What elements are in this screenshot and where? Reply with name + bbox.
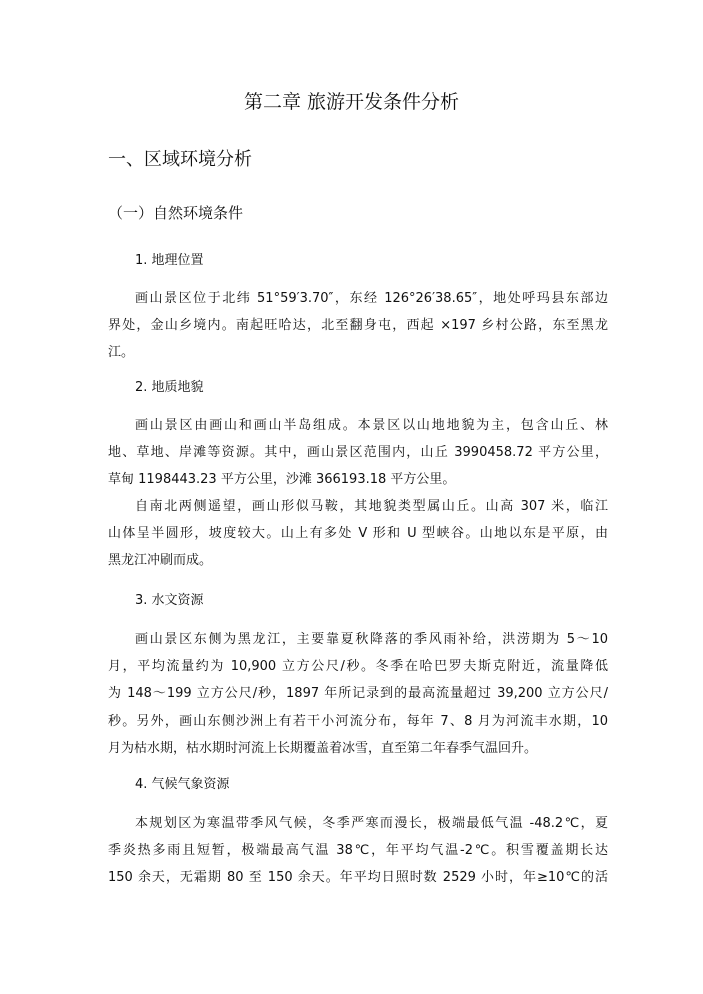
- paragraph-line: 自南北两侧遥望，画山形似马鞍，其地貌类型属山丘。山高 307 米，临江: [135, 499, 608, 514]
- paragraph-line: 为 148～199 立方公尺/秒，1897 年所记录到的最高流量超过 39,200 立方公尺/: [108, 686, 608, 702]
- section-heading: 一、区域环境分析: [108, 149, 252, 170]
- paragraph-line: 山体呈半圆形，坡度较大。山上有多处 V 形和 U 型峡谷。山地以东是平原，由: [108, 526, 608, 542]
- paragraph-line: 黑龙江冲刷而成。: [108, 553, 213, 569]
- paragraph-line: 地、草地、岸滩等资源。其中，画山景区范围内，山丘 3990458.72 平方公里，: [108, 445, 608, 461]
- paragraph-line: 本规划区为寒温带季风气候，冬季严寒而漫长，极端最低气温 -48.2℃，夏: [135, 816, 608, 831]
- paragraph-line: 画山景区东侧为黑龙江，主要靠夏秋降落的季风雨补给，洪涝期为 5～10: [135, 632, 608, 647]
- paragraph-line: 画山景区位于北纬 51°59′3.70″，东经 126°26′38.65″，地处呼玛县东部边: [135, 291, 608, 306]
- chapter-title: 第二章 旅游开发条件分析: [243, 91, 460, 113]
- subsection-heading: （一）自然环境条件: [108, 204, 244, 222]
- paragraph-line: 150 余天，无霜期 80 至 150 余天。年平均日照时数 2529 小时，年≥10℃的活: [108, 870, 608, 886]
- paragraph-climate: [108, 810, 608, 892]
- item-heading-geography: 1. 地理位置: [135, 253, 204, 268]
- paragraph-line: 月，平均流量约为 10,900 立方公尺/秒。冬季在哈巴罗夫斯克附近，流量降低: [108, 659, 608, 675]
- paragraph-line: 画山景区由画山和画山半岛组成。本景区以山地地貌为主，包含山丘、林: [135, 418, 608, 433]
- paragraph-geography: [108, 285, 608, 367]
- paragraph-geology-2: [108, 493, 608, 575]
- paragraph-line: 月为枯水期，枯水期时河流上长期覆盖着冰雪，直至第二年春季气温回升。: [108, 740, 538, 756]
- paragraph-geology-1: [108, 412, 608, 494]
- paragraph-line: 季炎热多雨且短暂，极端最高气温 38℃，年平均气温-2℃。积雪覆盖期长达: [108, 843, 608, 859]
- item-heading-geology: 2. 地质地貌: [135, 380, 204, 395]
- item-heading-climate: 4. 气候气象资源: [135, 777, 230, 792]
- paragraph-line: 草甸 1198443.23 平方公里，沙滩 366193.18 平方公里。: [108, 472, 456, 488]
- item-heading-hydrology: 3. 水文资源: [135, 593, 204, 608]
- paragraph-line: 界处，金山乡境内。南起旺哈达，北至翻身屯，西起 ×197 乡村公路，东至黑龙: [108, 318, 608, 334]
- paragraph-hydrology: [108, 626, 608, 762]
- paragraph-line: 江。: [108, 345, 135, 361]
- paragraph-line: 秒。另外，画山东侧沙洲上有若干小河流分布，每年 7、8 月为河流丰水期，10: [108, 713, 608, 729]
